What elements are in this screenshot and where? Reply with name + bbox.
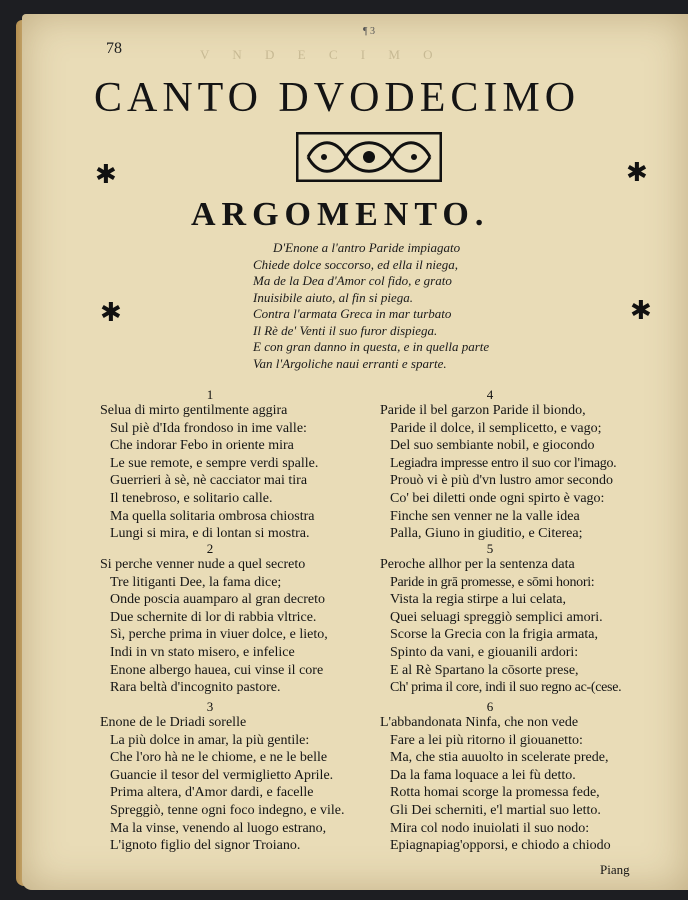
argument-line: Contra l'armata Greca in mar turbato — [253, 306, 452, 321]
verse-line: L'ignoto figlio del signor Troiano. — [110, 838, 301, 854]
verse-line: Selua di mirto gentilmente aggira — [100, 403, 288, 418]
verse-line: Due schernite di lor di rabbia vltrice. — [110, 609, 317, 625]
argument-line: Il Rè de' Venti il suo furor dispiega. — [253, 322, 438, 338]
argument-line: E con gran danno in questa, e in quella parte — [253, 339, 490, 354]
verse-line: Enone de le Driadi sorelle — [100, 715, 247, 730]
verse-line: Paride in grā promesse, e sōmi honori: — [390, 574, 595, 590]
fleuron-left-mid: ✱ — [100, 298, 122, 327]
fleuron-left-top: ✱ — [95, 160, 117, 189]
stanza-3 — [100, 700, 344, 855]
verse-line: Guerrieri à sè, nè cacciator mai tira — [110, 473, 308, 489]
verse-line: Legiadra impresse entro il suo cor l'imago. — [390, 455, 617, 471]
verse-line: Epiagnapiag'opporsi, e chiodo a chiodo — [390, 838, 611, 854]
verse-line: Paride il bel garzon Paride il biondo, — [380, 403, 586, 418]
verse-line: Rotta homai scorge la promessa fede, — [390, 785, 600, 801]
verse-line: Mira col nodo inuiolati il suo nodo: — [390, 820, 590, 836]
verse-line: Che l'oro hà ne le chiome, e ne le belle — [110, 750, 328, 766]
verse-line: Co' bei diletti onde ogni spirto è vago: — [390, 490, 605, 506]
verse-line: Gli Dei scherniti, e'l martial suo letto. — [390, 802, 601, 818]
verse-line: Scorse la Grecia con la frigia armata, — [390, 627, 598, 643]
verse-line: Il tenebroso, e solitario calle. — [110, 490, 273, 506]
argument-block — [253, 240, 553, 372]
verse-line: Onde poscia auamparo al gran decreto — [110, 592, 325, 608]
verse-line: Prouò vi è più d'vn lustro amor secondo — [390, 473, 613, 489]
verse-line: Quei seluagi spreggiò semplici amori. — [390, 609, 603, 625]
verse-line: Ma, che stia auuolto in scelerate prede, — [390, 750, 609, 766]
verse-line: Ma quella solitaria ombrosa chiostra — [110, 508, 315, 524]
argument-line: Inuisibile aiuto, al fin si piega. — [253, 289, 413, 305]
argument-line: Van l'Argoliche naui erranti e sparte. — [253, 355, 447, 371]
verse-line: Vista la regia stirpe a lui celata, — [390, 592, 567, 608]
verse-line: Paride il dolce, il semplicetto, e vago; — [390, 420, 602, 436]
verse-line: Prima altera, d'Amor dardi, e facelle — [110, 785, 314, 801]
verse-line: Rara beltà d'incognito pastore. — [110, 680, 281, 696]
verse-line: Le sue remote, e sempre verdi spalle. — [110, 455, 319, 471]
stanza-5 — [380, 542, 621, 697]
verse-line: Peroche allhor per la sentenza data — [380, 557, 575, 572]
page-number: 78 — [106, 40, 122, 57]
argument-line: Chiede dolce soccorso, ed ella il niega, — [253, 256, 459, 272]
verse-line: Si perche venner nude a quel secreto — [100, 557, 306, 572]
verse-line: Enone albergo hauea, cui vinse il core — [110, 662, 324, 678]
verse-line: Sì, perche prima in viuer dolce, e lieto, — [110, 627, 328, 643]
stanza-number: 1 — [206, 387, 214, 402]
argument-line: Ma de la Dea d'Amor col fido, e grato — [253, 273, 452, 288]
stanza-number: 6 — [486, 699, 494, 714]
verse-line: Ma la vinse, venendo al luogo estrano, — [110, 820, 327, 836]
verse-line: Finche sen venner ne la valle idea — [390, 508, 580, 524]
stanza-2 — [100, 542, 328, 697]
running-head-bleedthrough: V N D E C I M O — [200, 47, 443, 62]
verse-line: Indi in vn stato misero, e infelice — [110, 644, 295, 660]
verse-line: La più dolce in amar, la più gentile: — [110, 732, 310, 748]
verse-line: Guancie il tesor del vermiglietto Aprile. — [110, 767, 334, 783]
fleuron-right-mid: ✱ — [630, 296, 652, 325]
stanza-4 — [380, 388, 616, 543]
argument-line: D'Enone a l'antro Paride impiagato — [273, 240, 461, 255]
stanza-1 — [100, 388, 320, 543]
verse-line: Che indorar Febo in oriente mira — [110, 438, 294, 454]
verse-line: Ch' prima il core, indi il suo regno ac-(cese. — [390, 680, 622, 696]
verse-line: Tre litiganti Dee, la fama dice; — [110, 574, 282, 590]
verse-line: Sul piè d'Ida frondoso in ime valle: — [110, 420, 307, 436]
stanza-6 — [380, 700, 611, 855]
verse-line: Da la fama loquace a lei fù detto. — [390, 767, 576, 783]
verse-line: Spinto da vani, e giouanili ardori: — [390, 644, 579, 660]
verse-line: L'abbandonata Ninfa, che non vede — [380, 715, 579, 730]
verse-line: Spreggiò, tenne ogni foco indegno, e vile. — [110, 802, 345, 818]
verse-line: Fare a lei più ritorno il giouanetto: — [390, 732, 583, 748]
stanza-number: 3 — [206, 699, 214, 714]
ornament-bar — [296, 132, 442, 182]
stanza-number: 5 — [486, 541, 494, 556]
verse-line: E al Rè Spartano la cōsorte prese, — [390, 662, 579, 678]
signature-mark: ¶ 3 — [363, 26, 376, 37]
argomento-heading: ARGOMENTO. — [191, 196, 490, 233]
stanza-number: 2 — [206, 541, 214, 556]
canto-title: CANTO DVODECIMO — [94, 75, 581, 121]
verse-line: Lungi si mira, e di lontan si mostra. — [110, 526, 310, 542]
fleuron-right-top: ✱ — [626, 158, 648, 187]
stanza-number: 4 — [486, 387, 494, 402]
catchword: Piang — [600, 862, 630, 877]
verse-line: Del suo sembiante nobil, e giocondo — [390, 438, 595, 454]
verse-line: Palla, Giuno in giuditio, e Citerea; — [390, 526, 583, 542]
